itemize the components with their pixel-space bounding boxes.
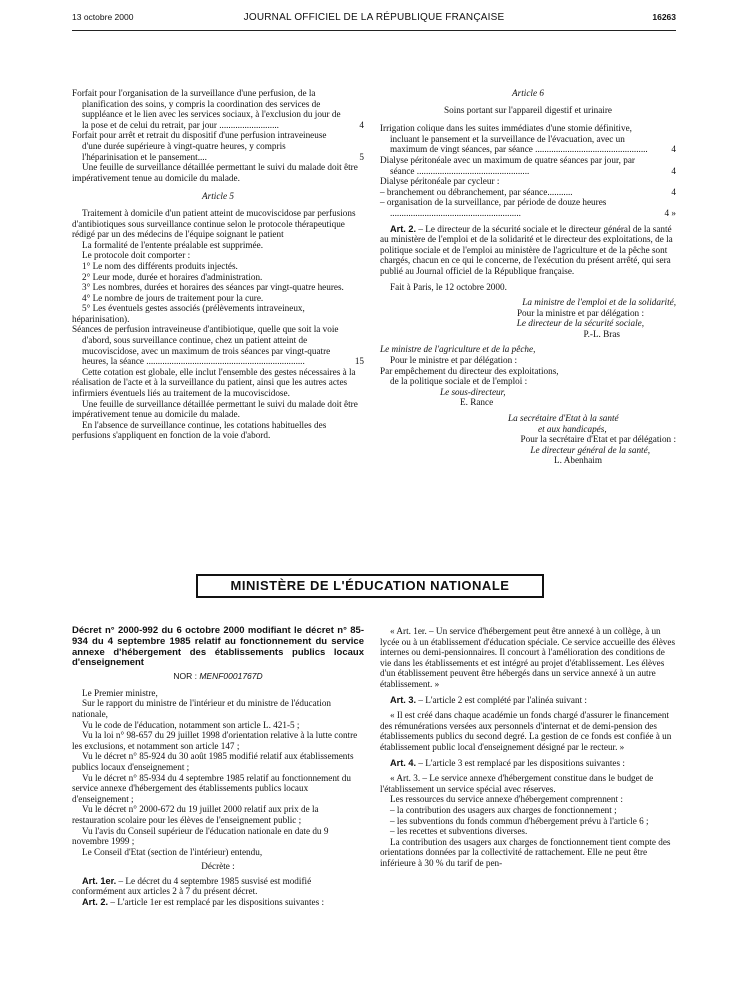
signature-line: et aux handicapés,: [538, 423, 607, 434]
signature-line: Le directeur général de la santé,: [530, 444, 650, 455]
header-date: 13 octobre 2000: [72, 12, 134, 22]
paragraph: En l'absence de surveillance continue, les cotations habituelles des perfusions s'appliquent en fonction de la voie d'abord.: [72, 419, 327, 441]
article-5-title: Article 5: [202, 191, 234, 202]
page-header: [0, 12, 748, 28]
signature-line: de la politique sociale et de l'emploi :: [390, 376, 528, 387]
dialyse-row: Dialyse péritonéale avec un maximum de quatre séances par jour, par séance ................................................. 4: [380, 154, 676, 176]
signature-line: Le ministre de l'agriculture et de la pêche,: [380, 344, 536, 355]
paragraph: Le Conseil d'Etat (section de l'intérieur) entendu,: [82, 846, 263, 857]
article-6-subtitle: Soins portant sur l'appareil digestif et urinaire: [443, 104, 612, 115]
paragraph: La contribution des usagers aux charges de fonctionnement tient compte des orientations données par la collectivité de rattachement. Elle ne peut être inférieure à 30 % du tarif de pen-: [380, 836, 671, 868]
decrete: Décrète :: [201, 861, 235, 872]
signature-line: Pour la ministre et par délégation :: [516, 307, 644, 318]
seances-perfusion: Séances de perfusion intraveineuse d'antibiotique, quelle que soit la voie d'abord, sous surveillance continue, chez un patient atteint de mucoviscidose, avec un maximum de trois séances par vingt-quatre heures, la séance ..................................................................... 15: [72, 324, 364, 367]
paragraph: Cette cotation est globale, elle inclut l'ensemble des gestes nécessaires à la réalisation de l'acte et à la surveillance du patient, ainsi que les autres actes infirmiers éventuels liés au traitement de la mucoviscidose.: [72, 366, 356, 399]
list-item: – les subventions du fonds commun d'hébergement prévu à l'article 6 ;: [390, 815, 649, 826]
quote-article-1: « Art. 1er. – Un service d'hébergement peut être annexé à un collège, à un lycée ou à un établissement d'éducation spéciale. Ce service accueille des élèves internes ou demi-pensionnaires. Il concourt à l'amélioration des conditions de vie dans les établissements et est intégré au projet d'établissement. Les élèves d'un établissement peuvent être hébergés dans un service annexé à un autre établissement. »: [380, 626, 676, 689]
quote-fonds: « Il est créé dans chaque académie un fonds chargé d'assurer le financement des rémunérations versées aux personnels d'internat et de demi-pension des établissements publics du second degré. La gestion de ce fonds est confiée à un établissement public local d'enseignement désigné par le recteur. »: [380, 710, 672, 752]
list-item: – la contribution des usagers aux charges de fonctionnement ;: [390, 804, 617, 815]
signature-line: Le sous-directeur,: [440, 386, 506, 397]
paragraph: Vu le décret n° 85-934 du 4 septembre 1985 relatif au fonctionnement du service annexe d'hébergement des établissements publics locaux d'enseignement ;: [72, 772, 351, 804]
paragraph: Vu le décret n° 85-924 du 30 août 1985 modifié relatif aux établissements publics locaux d'enseignement ;: [72, 751, 354, 772]
signature-line: Par empêchement du directeur des exploitations,: [380, 365, 559, 376]
forfait-organisation: Forfait pour l'organisation de la surveillance d'une perfusion, de la planification des soins, y compris la coordination des services de suppléance et le lien avec les services sociaux, à l'exclusion du jour de la pose et de celui du retrait, par jour .......................... 4: [72, 88, 364, 130]
branchement-row: – branchement ou débranchement, par séance........... 4: [380, 186, 676, 197]
paragraph: Vu l'avis du Conseil supérieur de l'éducation nationale en date du 9 novembre 1999 ;: [72, 825, 329, 847]
paragraph: Vu la loi n° 98-657 du 29 juillet 1998 d'orientation relative à la lutte contre les exclusions, et notamment son article 147 ;: [72, 730, 358, 751]
decree-title: Décret n° 2000-992 du 6 octobre 2000 modifiant le décret n° 85-934 du 4 septembre 1985 relatif au fonctionnement du service annexe d'hébergement des établissements publics locaux d'enseignement: [72, 625, 364, 669]
paragraph: Vu le décret n° 2000-672 du 19 juillet 2000 relatif aux prix de la restauration scolaire pour les élèves de l'enseignement public ;: [72, 804, 319, 825]
paragraph: Les ressources du service annexe d'hébergement comprennent :: [390, 794, 623, 805]
paragraph: Sur le rapport du ministre de l'intérieur et du ministre de l'éducation nationale,: [72, 698, 332, 719]
list-item: 5° Les éventuels gestes associés (prélèvements intraveineux, héparinisation).: [72, 303, 305, 324]
article-2-paragraph: Art. 2. – Le directeur de la sécurité sociale et le directeur général de la santé au ministère de l'emploi et de la solidarité et le directeur des exploitations, de la politique sociale et de l'emploi au ministère de l'agriculture et de la pêche sont chargés, chacun en ce qui le concerne, de l'exécution du présent arrêté, qui sera publié au Journal officiel de la République française.: [380, 223, 673, 276]
article-4-paragraph: Art. 4. – L'article 3 est remplacé par les dispositions suivantes :: [390, 757, 625, 768]
signature-line: La ministre de l'emploi et de la solidarité,: [522, 297, 676, 308]
signatory-name: E. Rance: [460, 397, 494, 408]
article-2-paragraph: Art. 2. – L'article 1er est remplacé par les dispositions suivantes :: [82, 897, 325, 908]
list-item: 3° Les nombres, durées et horaires des séances par vingt-quatre heures.: [82, 282, 344, 293]
left-bottom-column: [72, 626, 364, 908]
paragraph: Le Premier ministre,: [82, 687, 158, 698]
signature-line: Le directeur de la sécurité sociale,: [516, 318, 644, 329]
article-3-paragraph: Art. 3. – L'article 2 est complété par l'alinéa suivant :: [390, 694, 587, 705]
paragraph: Vu le code de l'éducation, notamment son article L. 421-5 ;: [82, 719, 300, 730]
paragraph: Une feuille de surveillance détaillée permettant le suivi du malade doit être impérativement tenue au domicile du malade.: [72, 162, 358, 183]
paragraph: La formalité de l'entente préalable est supprimée.: [82, 239, 263, 250]
signatory-name: P.-L. Bras: [583, 328, 620, 339]
organisation-row: – organisation de la surveillance, par période de douze heures ......................................................... 4 »: [380, 197, 676, 218]
journal-title: JOURNAL OFFICIEL DE LA RÉPUBLIQUE FRANÇAISE: [243, 12, 505, 23]
list-item: – les recettes et subventions diverses.: [390, 826, 528, 837]
header-rule: [72, 30, 676, 31]
list-item: 2° Leur mode, durée et horaires d'administration.: [82, 271, 263, 282]
paragraph: Une feuille de surveillance détaillée permettant le suivi du malade doit être impérativement tenue au domicile du malade.: [72, 398, 358, 420]
signatory-name: L. Abenhaim: [554, 455, 602, 466]
article-1-paragraph: Art. 1er. – Le décret du 4 septembre 1985 susvisé est modifié conformément aux articles 2 à 7 du présent décret.: [72, 875, 312, 897]
paragraph: Traitement à domicile d'un patient atteint de mucoviscidose par perfusions d'antibiotiques sous surveillance continue selon le protocole thérapeutique rédigé par un des médecins de l'équipe soignant le patient: [72, 207, 356, 240]
quote-article-3: « Art. 3. – Le service annexe d'hébergement constitue dans le budget de l'établissement un service spécial avec réserves.: [380, 773, 654, 794]
signature-line: Pour le ministre et par délégation :: [390, 355, 518, 366]
signature-line: Pour la secrétaire d'Etat et par délégation :: [520, 434, 676, 445]
paragraph: Le protocole doit comporter :: [82, 250, 191, 261]
signature-line: La secrétaire d'Etat à la santé: [508, 413, 619, 424]
list-item: 1° Le nom des différents produits injectés.: [82, 260, 238, 271]
forfait-retrait: Forfait pour arrêt et retrait du dispositif d'une perfusion intraveineuse d'une durée supérieure à vingt-quatre heures, y compris l'héparinisation et le pansement.... 5: [72, 130, 364, 162]
nor-reference: NOR : MENF0001767D: [173, 671, 263, 682]
right-top-column: [380, 88, 676, 466]
page-number: 16263: [652, 12, 676, 22]
dialyse-cycleur: Dialyse péritonéale par cycleur :: [380, 176, 500, 187]
left-top-column: [72, 88, 364, 441]
fait-a-paris: Fait à Paris, le 12 octobre 2000.: [390, 281, 507, 292]
list-item: 4° Le nombre de jours de traitement pour la cure.: [82, 292, 264, 303]
irrigation-row: Irrigation colique dans les suites immédiates d'une stomie définitive, incluant le pansement et la surveillance de l'évacuation, avec un maximum de vingt séances, par séance ................................................. 4: [380, 123, 676, 155]
right-bottom-column: [380, 626, 676, 868]
ministry-banner: MINISTÈRE DE L'ÉDUCATION NATIONALE: [196, 574, 544, 598]
article-6-title: Article 6: [512, 88, 544, 98]
